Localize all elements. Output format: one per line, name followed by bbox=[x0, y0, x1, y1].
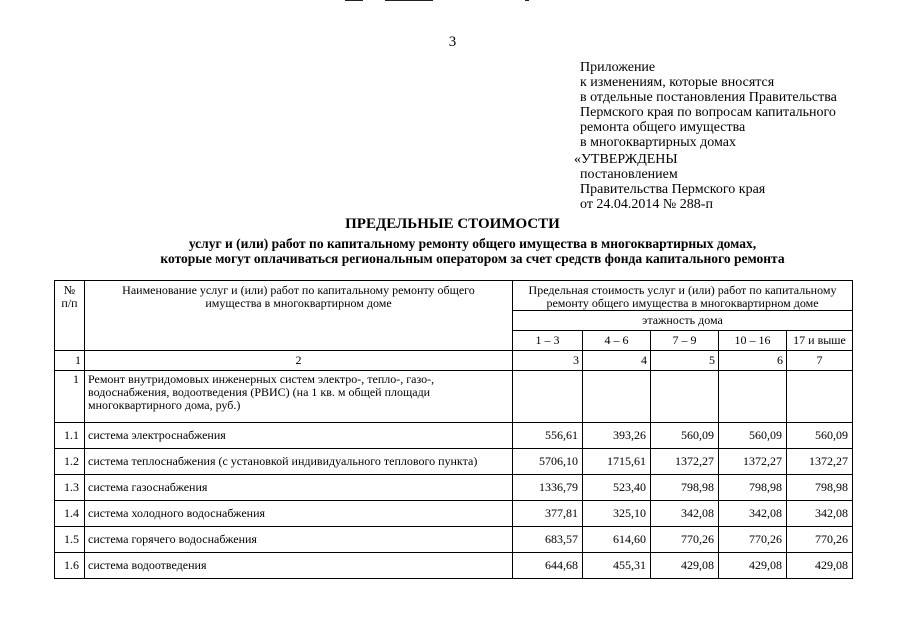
cost-cell: 325,10 bbox=[583, 501, 651, 527]
column-number: 5 bbox=[651, 351, 719, 371]
floor-group-header: 1 – 3 bbox=[513, 331, 583, 351]
cost-cell: 1336,79 bbox=[513, 475, 583, 501]
cost-cell: 342,08 bbox=[651, 501, 719, 527]
row-name: система электроснабжения bbox=[85, 423, 513, 449]
row-name: Ремонт внутридомовых инженерных систем электро-, тепло-, газо-, водоснабжения, водоотведения (РВИС) (на 1 кв. м общей площади многоквартирного дома, руб.) bbox=[85, 371, 513, 423]
cost-cell: 683,57 bbox=[513, 527, 583, 553]
cost-cell: 560,09 bbox=[719, 423, 787, 449]
appendix-block bbox=[580, 60, 900, 150]
cost-cell: 1372,27 bbox=[787, 449, 853, 475]
floor-group-header: 10 – 16 bbox=[719, 331, 787, 351]
document-title: ПРЕДЕЛЬНЫЕ СТОИМОСТИ bbox=[345, 216, 560, 232]
cost-cell: 1372,27 bbox=[719, 449, 787, 475]
table-row bbox=[55, 501, 853, 527]
table-row bbox=[55, 423, 853, 449]
column-number: 2 bbox=[85, 351, 513, 371]
row-number: 1.2 bbox=[55, 449, 85, 475]
cost-cell: 1372,27 bbox=[651, 449, 719, 475]
top-edge-mark bbox=[525, 0, 529, 1]
subtitle-line: услуг и (или) работ по капитальному ремонту общего имущества в многоквартирных домах, bbox=[188, 236, 757, 251]
floor-group-header: 4 – 6 bbox=[583, 331, 651, 351]
row-number: 1 bbox=[55, 371, 85, 423]
col-num-header: № п/п bbox=[55, 281, 85, 351]
row-name: система газоснабжения bbox=[85, 475, 513, 501]
appendix-line: в отдельные постановления Правительства bbox=[580, 90, 837, 105]
top-edge-mark bbox=[385, 0, 433, 1]
row-name: система теплоснабжения (с установкой индивидуального теплового пункта) bbox=[85, 449, 513, 475]
cost-cell: 798,98 bbox=[651, 475, 719, 501]
column-number: 3 bbox=[513, 351, 583, 371]
cost-cell: 342,08 bbox=[719, 501, 787, 527]
column-number: 6 bbox=[719, 351, 787, 371]
empty-cell bbox=[719, 371, 787, 423]
column-number: 4 bbox=[583, 351, 651, 371]
approved-line: постановлением bbox=[580, 167, 678, 182]
floor-group-header: 17 и выше bbox=[787, 331, 853, 351]
cost-cell: 377,81 bbox=[513, 501, 583, 527]
floors-header: этажность дома bbox=[513, 311, 853, 331]
empty-cell bbox=[513, 371, 583, 423]
table-group-row bbox=[55, 371, 853, 423]
row-number: 1.6 bbox=[55, 553, 85, 579]
cost-cell: 429,08 bbox=[787, 553, 853, 579]
approved-line: Правительства Пермского края bbox=[580, 182, 766, 197]
appendix-line: Пермского края по вопросам капитального bbox=[580, 105, 836, 120]
empty-cell bbox=[583, 371, 651, 423]
page-number: 3 bbox=[448, 34, 457, 50]
cost-cell: 614,60 bbox=[583, 527, 651, 553]
cost-cell: 798,98 bbox=[719, 475, 787, 501]
cost-cell: 429,08 bbox=[651, 553, 719, 579]
row-number: 1.5 bbox=[55, 527, 85, 553]
row-name: система холодного водоснабжения bbox=[85, 501, 513, 527]
cost-cell: 560,09 bbox=[787, 423, 853, 449]
col-cost-header: Предельная стоимость услуг и (или) работ по капитальному ремонту общего имущества в многоквартирном доме bbox=[513, 281, 853, 311]
cost-cell: 770,26 bbox=[651, 527, 719, 553]
appendix-line: ремонта общего имущества bbox=[580, 120, 746, 135]
table-row bbox=[55, 449, 853, 475]
cost-cell: 455,31 bbox=[583, 553, 651, 579]
cost-cell: 770,26 bbox=[787, 527, 853, 553]
approved-line: от 24.04.2014 № 288-п bbox=[580, 197, 713, 212]
cost-cell: 556,61 bbox=[513, 423, 583, 449]
cost-table bbox=[54, 280, 853, 579]
cost-cell: 523,40 bbox=[583, 475, 651, 501]
cost-cell: 798,98 bbox=[787, 475, 853, 501]
table-row bbox=[55, 553, 853, 579]
empty-cell bbox=[651, 371, 719, 423]
cost-cell: 429,08 bbox=[719, 553, 787, 579]
appendix-line: к изменениям, которые вносятся bbox=[580, 75, 775, 90]
cost-cell: 342,08 bbox=[787, 501, 853, 527]
approved-heading: «УТВЕРЖДЕНЫ bbox=[574, 152, 678, 167]
document-subtitle bbox=[40, 236, 905, 266]
col-name-header: Наименование услуг и (или) работ по капитальному ремонту общего имущества в многоквартирном доме bbox=[85, 281, 513, 351]
appendix-line: в многоквартирных домах bbox=[580, 135, 736, 150]
column-number: 7 bbox=[787, 351, 853, 371]
table-row bbox=[55, 475, 853, 501]
column-number: 1 bbox=[55, 351, 85, 371]
cost-cell: 644,68 bbox=[513, 553, 583, 579]
row-name: система водоотведения bbox=[85, 553, 513, 579]
row-name: система горячего водоснабжения bbox=[85, 527, 513, 553]
floor-group-header: 7 – 9 bbox=[651, 331, 719, 351]
cost-cell: 1715,61 bbox=[583, 449, 651, 475]
cost-cell: 560,09 bbox=[651, 423, 719, 449]
table-row bbox=[55, 527, 853, 553]
cost-cell: 5706,10 bbox=[513, 449, 583, 475]
row-number: 1.3 bbox=[55, 475, 85, 501]
top-edge-mark bbox=[345, 0, 363, 1]
row-number: 1.1 bbox=[55, 423, 85, 449]
row-number: 1.4 bbox=[55, 501, 85, 527]
approved-block bbox=[574, 152, 894, 212]
empty-cell bbox=[787, 371, 853, 423]
cost-cell: 770,26 bbox=[719, 527, 787, 553]
appendix-line: Приложение bbox=[580, 60, 656, 75]
subtitle-line: которые могут оплачиваться региональным оператором за счет средств фонда капитального ремонта bbox=[160, 251, 785, 266]
cost-cell: 393,26 bbox=[583, 423, 651, 449]
